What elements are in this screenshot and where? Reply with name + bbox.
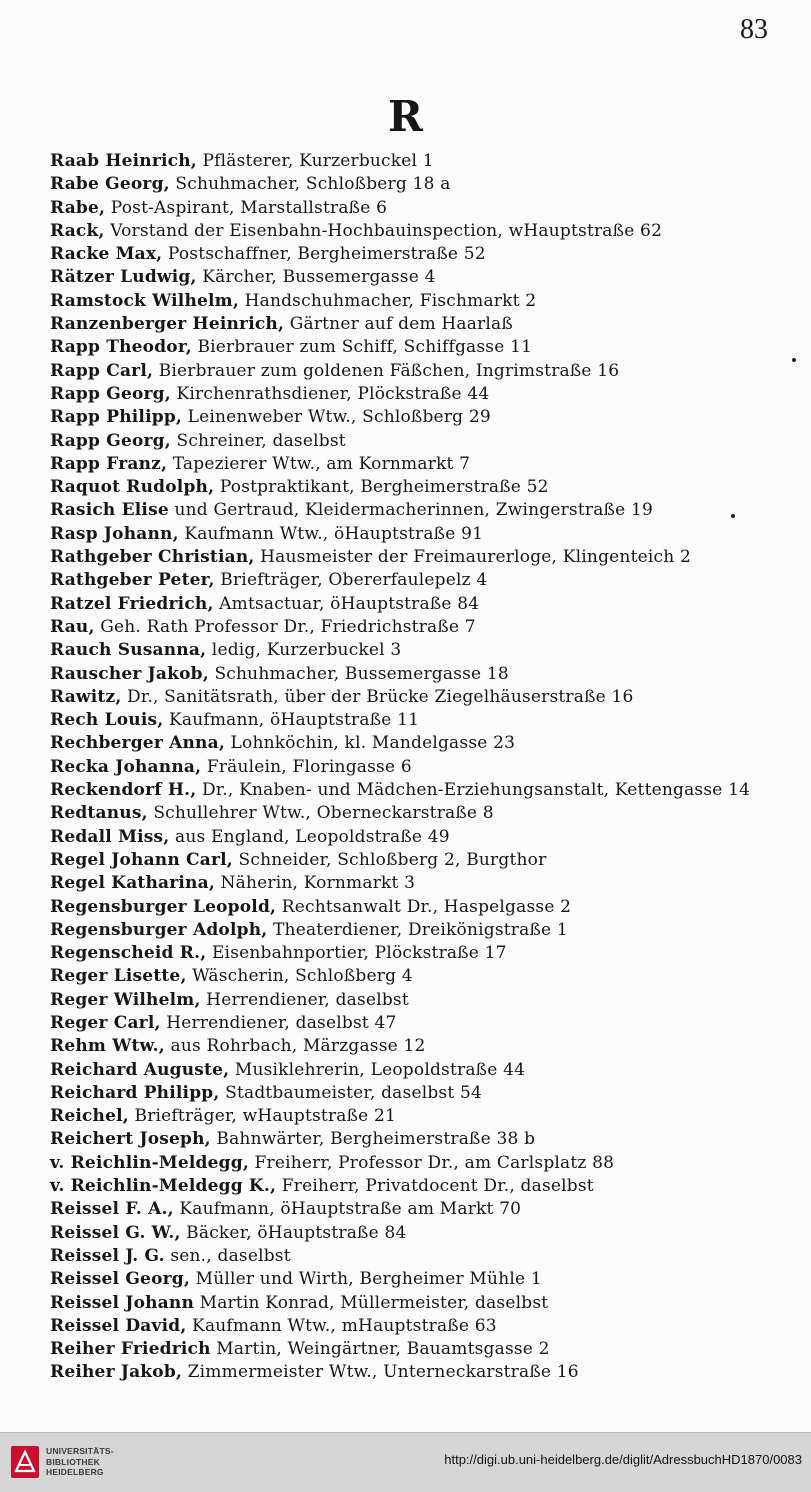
entry-details: Schuhmacher, Schloßberg 18 a bbox=[169, 174, 451, 195]
entry-details: Musiklehrerin, Leopoldstraße 44 bbox=[229, 1059, 526, 1080]
directory-entry bbox=[50, 220, 800, 243]
directory-entry bbox=[50, 732, 800, 755]
entry-details: Amtsactuar, öHauptstraße 84 bbox=[213, 593, 480, 614]
entry-details: Kirchenrathsdiener, Plöckstraße 44 bbox=[170, 383, 490, 404]
entry-name: Raquot Rudolph, bbox=[50, 477, 215, 498]
page-number: 83 bbox=[740, 14, 768, 45]
entry-details: Vorstand der Eisenbahn-Hochbauinspection, wHauptstraße 62 bbox=[104, 220, 663, 241]
directory-entry bbox=[50, 430, 800, 453]
entry-details: Stadtbaumeister, daselbst 54 bbox=[219, 1082, 483, 1103]
directory-entry bbox=[50, 266, 800, 289]
entry-name: Rathgeber Peter, bbox=[50, 570, 215, 591]
directory-entry bbox=[50, 243, 800, 266]
directory-entry-list bbox=[50, 150, 800, 1385]
entry-name: Rau, bbox=[50, 616, 95, 637]
directory-entry bbox=[50, 616, 800, 639]
margin-dot bbox=[792, 358, 796, 362]
entry-name: Regel Katharina, bbox=[50, 873, 215, 894]
directory-entry bbox=[50, 1222, 800, 1245]
entry-details: Hausmeister der Freimaurerloge, Klingenteich 2 bbox=[254, 547, 691, 568]
entry-details: Kaufmann Wtw., öHauptstraße 91 bbox=[178, 523, 484, 544]
directory-entry bbox=[50, 1035, 800, 1058]
entry-details: Näherin, Kornmarkt 3 bbox=[214, 873, 416, 894]
directory-entry bbox=[50, 709, 800, 732]
directory-entry bbox=[50, 1268, 800, 1291]
entry-details: Herrendiener, daselbst bbox=[200, 989, 409, 1010]
entry-details: Martin Konrad, Müllermeister, daselbst bbox=[194, 1292, 549, 1313]
library-name bbox=[46, 1446, 114, 1478]
entry-name: Rauch Susanna, bbox=[50, 640, 207, 661]
entry-name: Rapp Georg, bbox=[50, 383, 171, 404]
directory-entry bbox=[50, 336, 800, 359]
entry-name: Rabe, bbox=[50, 197, 106, 218]
directory-entry bbox=[50, 173, 800, 196]
permalink-url[interactable]: http://digi.ub.uni-heidelberg.de/diglit/AdressbuchHD1870/0083 bbox=[444, 1452, 802, 1467]
entry-name: Regensburger Leopold, bbox=[50, 896, 277, 917]
directory-entry bbox=[50, 593, 800, 616]
entry-details: Bäcker, öHauptstraße 84 bbox=[180, 1222, 407, 1243]
library-name-line: BIBLIOTHEK bbox=[46, 1456, 100, 1467]
entry-name: Reichard Auguste, bbox=[50, 1059, 230, 1080]
directory-entry bbox=[50, 1105, 800, 1128]
entry-name: Ramstock Wilhelm, bbox=[50, 290, 239, 311]
directory-entry bbox=[50, 1175, 800, 1198]
directory-entry bbox=[50, 779, 800, 802]
entry-details: Müller und Wirth, Bergheimer Mühle 1 bbox=[189, 1269, 542, 1290]
entry-name: Regel Johann Carl, bbox=[50, 849, 233, 870]
directory-entry bbox=[50, 919, 800, 942]
entry-name: Rechberger Anna, bbox=[50, 733, 225, 754]
directory-entry bbox=[50, 686, 800, 709]
entry-details: Schuhmacher, Bussemergasse 18 bbox=[208, 663, 509, 684]
library-name-line: HEIDELBERG bbox=[46, 1467, 104, 1477]
directory-entry bbox=[50, 756, 800, 779]
entry-name: Raab Heinrich, bbox=[50, 151, 197, 171]
entry-details: Wäscherin, Schloßberg 4 bbox=[186, 966, 413, 987]
section-letter-heading: R bbox=[388, 92, 423, 141]
entry-name: Reiher Jakob, bbox=[50, 1362, 183, 1383]
entry-details: Tapezierer Wtw., am Kornmarkt 7 bbox=[167, 453, 471, 474]
entry-details: Post-Aspirant, Marstallstraße 6 bbox=[105, 197, 388, 218]
entry-details: Briefträger, Obererfaulepelz 4 bbox=[214, 570, 488, 591]
directory-entry bbox=[50, 546, 800, 569]
library-name-line: UNIVERSITÄTS- bbox=[46, 1446, 114, 1456]
library-logo[interactable] bbox=[10, 1443, 115, 1483]
entry-details: aus Rohrbach, Märzgasse 12 bbox=[164, 1036, 426, 1057]
directory-entry bbox=[50, 360, 800, 383]
entry-name: Redall Miss, bbox=[50, 826, 170, 847]
entry-details: Lohnköchin, kl. Mandelgasse 23 bbox=[224, 733, 516, 754]
directory-entry bbox=[50, 1012, 800, 1035]
entry-details: Zimmermeister Wtw., Unterneckarstraße 16 bbox=[182, 1362, 579, 1383]
entry-details: Gärtner auf dem Haarlaß bbox=[284, 314, 513, 335]
entry-details: Postpraktikant, Bergheimerstraße 52 bbox=[214, 477, 549, 498]
directory-entry bbox=[50, 802, 800, 825]
directory-entry bbox=[50, 1082, 800, 1105]
entry-name: Reissel Georg, bbox=[50, 1269, 190, 1290]
entry-name: Regenscheid R., bbox=[50, 943, 207, 964]
entry-details: Herrendiener, daselbst 47 bbox=[160, 1012, 397, 1033]
directory-entry bbox=[50, 1245, 800, 1268]
entry-details: Kaufmann Wtw., mHauptstraße 63 bbox=[186, 1315, 497, 1336]
directory-entry bbox=[50, 965, 800, 988]
entry-name: Reger Carl, bbox=[50, 1012, 161, 1033]
entry-details: Schullehrer Wtw., Oberneckarstraße 8 bbox=[147, 803, 494, 824]
entry-details: Freiherr, Privatdocent Dr., daselbst bbox=[276, 1176, 594, 1197]
entry-name: Reichard Philipp, bbox=[50, 1082, 220, 1103]
entry-name: Rabe Georg, bbox=[50, 174, 170, 195]
entry-name: Rätzer Ludwig, bbox=[50, 267, 197, 288]
entry-name: Reissel J. G. bbox=[50, 1245, 165, 1266]
entry-name: Reissel F. A., bbox=[50, 1199, 174, 1220]
entry-details: Postschaffner, Bergheimerstraße 52 bbox=[162, 244, 486, 265]
entry-details: Pflästerer, Kurzerbuckel 1 bbox=[196, 151, 434, 171]
entry-details: Martin, Weingärtner, Bauamtsgasse 2 bbox=[210, 1339, 550, 1360]
directory-entry bbox=[50, 383, 800, 406]
directory-entry bbox=[50, 1059, 800, 1082]
entry-details: Schreiner, daselbst bbox=[170, 430, 346, 451]
entry-details: Bahnwärter, Bergheimerstraße 38 b bbox=[210, 1129, 536, 1150]
entry-name: Racke Max, bbox=[50, 244, 163, 265]
directory-entry bbox=[50, 197, 800, 220]
directory-entry bbox=[50, 872, 800, 895]
entry-name: Reissel Johann bbox=[50, 1292, 195, 1313]
entry-details: Bierbrauer zum Schiff, Schiffgasse 11 bbox=[191, 337, 533, 358]
entry-name: v. Reichlin-Meldegg, bbox=[50, 1152, 249, 1173]
entry-details: aus England, Leopoldstraße 49 bbox=[169, 826, 450, 847]
directory-entry bbox=[50, 1338, 800, 1361]
entry-details: Kärcher, Bussemergasse 4 bbox=[196, 267, 436, 288]
entry-name: Redtanus, bbox=[50, 803, 148, 824]
directory-entry bbox=[50, 476, 800, 499]
directory-entry bbox=[50, 569, 800, 592]
entry-details: Bierbrauer zum goldenen Fäßchen, Ingrimstraße 16 bbox=[153, 360, 620, 381]
directory-entry bbox=[50, 313, 800, 336]
margin-dot bbox=[731, 514, 735, 518]
entry-name: Rack, bbox=[50, 220, 105, 241]
directory-entry bbox=[50, 826, 800, 849]
entry-details: Freiherr, Professor Dr., am Carlsplatz 88 bbox=[248, 1152, 615, 1173]
entry-name: Rasp Johann, bbox=[50, 523, 179, 544]
directory-entry bbox=[50, 1198, 800, 1221]
directory-entry bbox=[50, 942, 800, 965]
directory-entry bbox=[50, 663, 800, 686]
entry-name: Reichel, bbox=[50, 1106, 129, 1127]
entry-name: Reger Wilhelm, bbox=[50, 989, 201, 1010]
entry-details: ledig, Kurzerbuckel 3 bbox=[206, 640, 402, 661]
entry-name: Ranzenberger Heinrich, bbox=[50, 314, 285, 335]
entry-details: Schneider, Schloßberg 2, Burgthor bbox=[232, 849, 547, 870]
directory-entry bbox=[50, 406, 800, 429]
entry-name: Reger Lisette, bbox=[50, 966, 187, 987]
entry-details: sen., daselbst bbox=[164, 1245, 291, 1266]
entry-name: Rech Louis, bbox=[50, 710, 164, 731]
viewer-footer bbox=[0, 1432, 811, 1492]
directory-entry bbox=[50, 639, 800, 662]
entry-details: Fräulein, Floringasse 6 bbox=[201, 756, 412, 777]
entry-details: Briefträger, wHauptstraße 21 bbox=[128, 1106, 397, 1127]
entry-name: Recka Johanna, bbox=[50, 756, 202, 777]
entry-name: Rasich Elise bbox=[50, 500, 169, 521]
directory-entry bbox=[50, 290, 800, 313]
entry-name: Reichert Joseph, bbox=[50, 1129, 211, 1150]
directory-entry bbox=[50, 150, 800, 173]
entry-details: Geh. Rath Professor Dr., Friedrichstraße 7 bbox=[94, 616, 476, 637]
entry-name: Rapp Carl, bbox=[50, 360, 154, 381]
entry-name: Reiher Friedrich bbox=[50, 1339, 211, 1360]
directory-entry bbox=[50, 523, 800, 546]
directory-entry bbox=[50, 989, 800, 1012]
directory-entry bbox=[50, 1128, 800, 1151]
entry-name: Rapp Theodor, bbox=[50, 337, 192, 358]
entry-details: Kaufmann, öHauptstraße am Markt 70 bbox=[173, 1199, 522, 1220]
entry-name: Rapp Philipp, bbox=[50, 407, 183, 428]
entry-details: Rechtsanwalt Dr., Haspelgasse 2 bbox=[276, 896, 572, 917]
entry-details: Theaterdiener, Dreikönigstraße 1 bbox=[267, 919, 568, 940]
entry-details: Kaufmann, öHauptstraße 11 bbox=[163, 710, 420, 731]
entry-name: Rapp Franz, bbox=[50, 453, 168, 474]
directory-entry bbox=[50, 896, 800, 919]
entry-name: Regensburger Adolph, bbox=[50, 919, 268, 940]
entry-name: Rathgeber Christian, bbox=[50, 547, 255, 568]
directory-entry bbox=[50, 453, 800, 476]
entry-details: und Gertraud, Kleidermacherinnen, Zwingerstraße 19 bbox=[168, 500, 654, 521]
entry-details: Dr., Sanitätsrath, über der Brücke Ziegelhäuserstraße 16 bbox=[121, 686, 634, 707]
directory-entry bbox=[50, 1292, 800, 1315]
directory-entry bbox=[50, 1152, 800, 1175]
entry-details: Handschuhmacher, Fischmarkt 2 bbox=[238, 290, 537, 311]
entry-details: Eisenbahnportier, Plöckstraße 17 bbox=[206, 943, 507, 964]
entry-name: Reissel G. W., bbox=[50, 1222, 181, 1243]
entry-name: Rauscher Jakob, bbox=[50, 663, 209, 684]
entry-name: Rapp Georg, bbox=[50, 430, 171, 451]
entry-name: Reissel David, bbox=[50, 1315, 187, 1336]
entry-details: Dr., Knaben- und Mädchen-Erziehungsanstalt, Kettengasse 14 bbox=[196, 780, 751, 801]
directory-entry bbox=[50, 1315, 800, 1338]
entry-name: Rawitz, bbox=[50, 686, 122, 707]
directory-entry bbox=[50, 499, 800, 522]
entry-name: Rehm Wtw., bbox=[50, 1036, 165, 1057]
library-seal-icon bbox=[10, 1445, 40, 1479]
entry-name: Ratzel Friedrich, bbox=[50, 593, 214, 614]
entry-name: Reckendorf H., bbox=[50, 780, 197, 801]
entry-name: v. Reichlin-Meldegg K., bbox=[50, 1176, 277, 1197]
directory-entry bbox=[50, 1361, 800, 1384]
directory-entry bbox=[50, 849, 800, 872]
entry-details: Leinenweber Wtw., Schloßberg 29 bbox=[182, 407, 491, 428]
